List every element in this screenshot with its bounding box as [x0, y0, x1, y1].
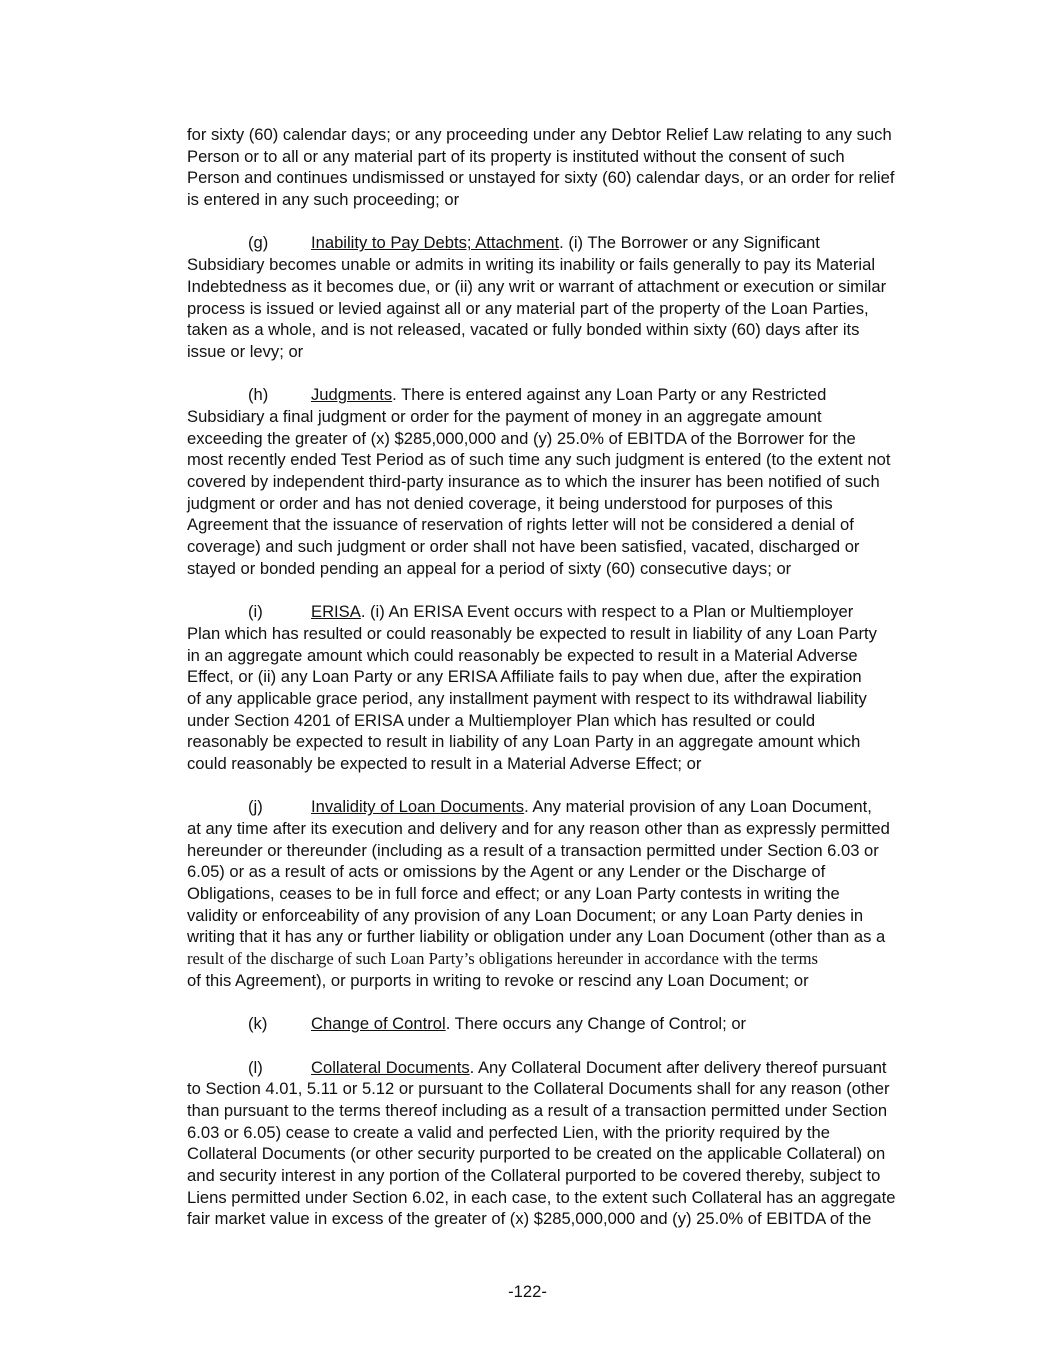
- section-h: [187, 384, 927, 579]
- text-line: 6.05) or as a result of acts or omissions by the Agent or any Lender or the Discharge of: [187, 862, 826, 882]
- text-line: to Section 4.01, 5.11 or 5.12 or pursuant to the Collateral Documents shall for any reason (other: [187, 1079, 890, 1099]
- text-line: validity or enforceability of any provision of any Loan Document; or any Loan Party denies in: [187, 905, 864, 925]
- text-line: stayed or bonded pending an appeal for a period of sixty (60) consecutive days; or: [187, 558, 792, 578]
- section-text: . Any material provision of any Loan Document,: [524, 797, 872, 817]
- text-line: reasonably be expected to result in liability of any Loan Party in an aggregate amount which: [187, 732, 861, 752]
- section-heading: Collateral Documents: [311, 1057, 470, 1077]
- text-line: taken as a whole, and is not released, vacated or fully bonded within sixty (60) days after its: [187, 320, 860, 340]
- text-line: Effect, or (ii) any Loan Party or any ERISA Affiliate fails to pay when due, after the expiration: [187, 667, 862, 687]
- text-line: process is issued or levied against all or any material part of the property of the Loan Parties,: [187, 298, 869, 318]
- section-label: (k): [248, 1014, 268, 1034]
- section-heading: Judgments: [311, 385, 393, 405]
- section-label: (j): [248, 797, 263, 817]
- page-number: -122-: [508, 1282, 547, 1301]
- section-k: [187, 1013, 927, 1035]
- text-line: is entered in any such proceeding; or: [187, 190, 460, 210]
- section-label: (g): [248, 233, 269, 253]
- heading-line: [187, 232, 927, 254]
- text-line: Indebtedness as it becomes due, or (ii) any writ or warrant of attachment or execution or similar: [187, 276, 887, 296]
- text-line: of this Agreement), or purports in writing to revoke or rescind any Loan Document; or: [187, 970, 809, 990]
- section-text: . (i) An ERISA Event occurs with respect to a Plan or Multiemployer: [360, 602, 854, 622]
- section-heading: Invalidity of Loan Documents: [311, 797, 525, 817]
- document-body: [187, 124, 927, 1230]
- text-line: in an aggregate amount which could reasonably be expected to result in a Material Adverse: [187, 645, 858, 665]
- text-line: Obligations, ceases to be in full force and effect; or any Loan Party contests in writing the: [187, 884, 840, 904]
- text-line: Subsidiary becomes unable or admits in writing its inability or fails generally to pay its Material: [187, 255, 876, 275]
- section-label: (l): [248, 1057, 263, 1077]
- paragraph-gap: [187, 211, 927, 233]
- text-line: Person and continues undismissed or unstayed for sixty (60) calendar days, or an order for relief: [187, 168, 895, 188]
- text-line: under Section 4201 of ERISA under a Multiemployer Plan which has resulted or could: [187, 710, 816, 730]
- text-line: most recently ended Test Period as of such time any such judgment is entered (to the extent not: [187, 450, 891, 470]
- text-line: exceeding the greater of (x) $285,000,000 and (y) 25.0% of EBITDA of the Borrower for the: [187, 428, 856, 448]
- text-line: hereunder or thereunder (including as a result of a transaction permitted under Section 6.03 or: [187, 840, 879, 860]
- section-j: [187, 796, 927, 991]
- text-line: Collateral Documents (or other security purported to be created on the applicable Collateral) on: [187, 1144, 886, 1164]
- section-i: [187, 601, 927, 775]
- heading-line: [187, 384, 927, 406]
- paragraph-gap: [187, 363, 927, 385]
- text-line: result of the discharge of such Loan Party’s obligations hereunder in accordance with the terms: [187, 949, 818, 969]
- heading-line: [187, 796, 927, 818]
- text-line: issue or levy; or: [187, 341, 304, 361]
- section-label: (i): [248, 602, 263, 622]
- text-line: Subsidiary a final judgment or order for the payment of money in an aggregate amount: [187, 406, 822, 426]
- section-text: . (i) The Borrower or any Significant: [559, 233, 820, 253]
- text-line: could reasonably be expected to result in a Material Adverse Effect; or: [187, 753, 702, 773]
- text-line: fair market value in excess of the greater of (x) $285,000,000 and (y) 25.0% of EBITDA of the: [187, 1209, 872, 1229]
- text-line: and security interest in any portion of the Collateral purported to be covered thereby, subject to: [187, 1166, 881, 1185]
- text-line: Liens permitted under Section 6.02, in each case, to the extent such Collateral has an aggregate: [187, 1187, 896, 1207]
- text-line: Person or to all or any material part of its property is instituted without the consent of such: [187, 146, 845, 166]
- text-line: judgment or order and has not denied coverage, it being understood for purposes of this: [187, 493, 833, 513]
- section-l: [187, 1057, 927, 1231]
- text-line: coverage) and such judgment or order shall not have been satisfied, vacated, discharged or: [187, 537, 860, 557]
- section-label: (h): [248, 385, 269, 405]
- section-heading: Inability to Pay Debts; Attachment: [311, 233, 560, 253]
- section-text: . There occurs any Change of Control; or: [445, 1014, 747, 1034]
- text-line: than pursuant to the terms thereof including as a result of a transaction permitted under Section: [187, 1100, 888, 1120]
- heading-line: [187, 1057, 927, 1079]
- paragraph-gap: [187, 775, 927, 797]
- text-line: Agreement that the issuance of reservation of rights letter will not be considered a denial of: [187, 515, 854, 535]
- paragraph-gap: [187, 1035, 927, 1057]
- text-line: for sixty (60) calendar days; or any proceeding under any Debtor Relief Law relating to any such: [187, 125, 892, 144]
- heading-line: [187, 1013, 927, 1035]
- section-heading: Change of Control: [311, 1014, 446, 1034]
- paragraph-gap: [187, 579, 927, 601]
- section-g: [187, 232, 927, 362]
- text-line: at any time after its execution and delivery and for any reason other than as expressly permitted: [187, 819, 890, 838]
- section-text: . There is entered against any Loan Party or any Restricted: [392, 385, 827, 405]
- paragraph-gap: [187, 992, 927, 1014]
- text-line: writing that it has any or further liability or obligation under any Loan Document (other than as a: [187, 927, 886, 947]
- text-line: of any applicable grace period, any installment payment with respect to its withdrawal liability: [187, 688, 867, 708]
- heading-line: [187, 601, 927, 623]
- text-line: covered by independent third-party insurance as to which the insurer has been notified of such: [187, 472, 880, 491]
- text-line: Plan which has resulted or could reasonably be expected to result in liability of any Loan Party: [187, 623, 877, 643]
- text-line: 6.03 or 6.05) cease to create a valid and perfected Lien, with the priority required by the: [187, 1122, 830, 1142]
- section-text: . Any Collateral Document after delivery thereof pursuant: [469, 1057, 887, 1077]
- paragraph: [187, 124, 927, 211]
- section-heading: ERISA: [311, 602, 361, 622]
